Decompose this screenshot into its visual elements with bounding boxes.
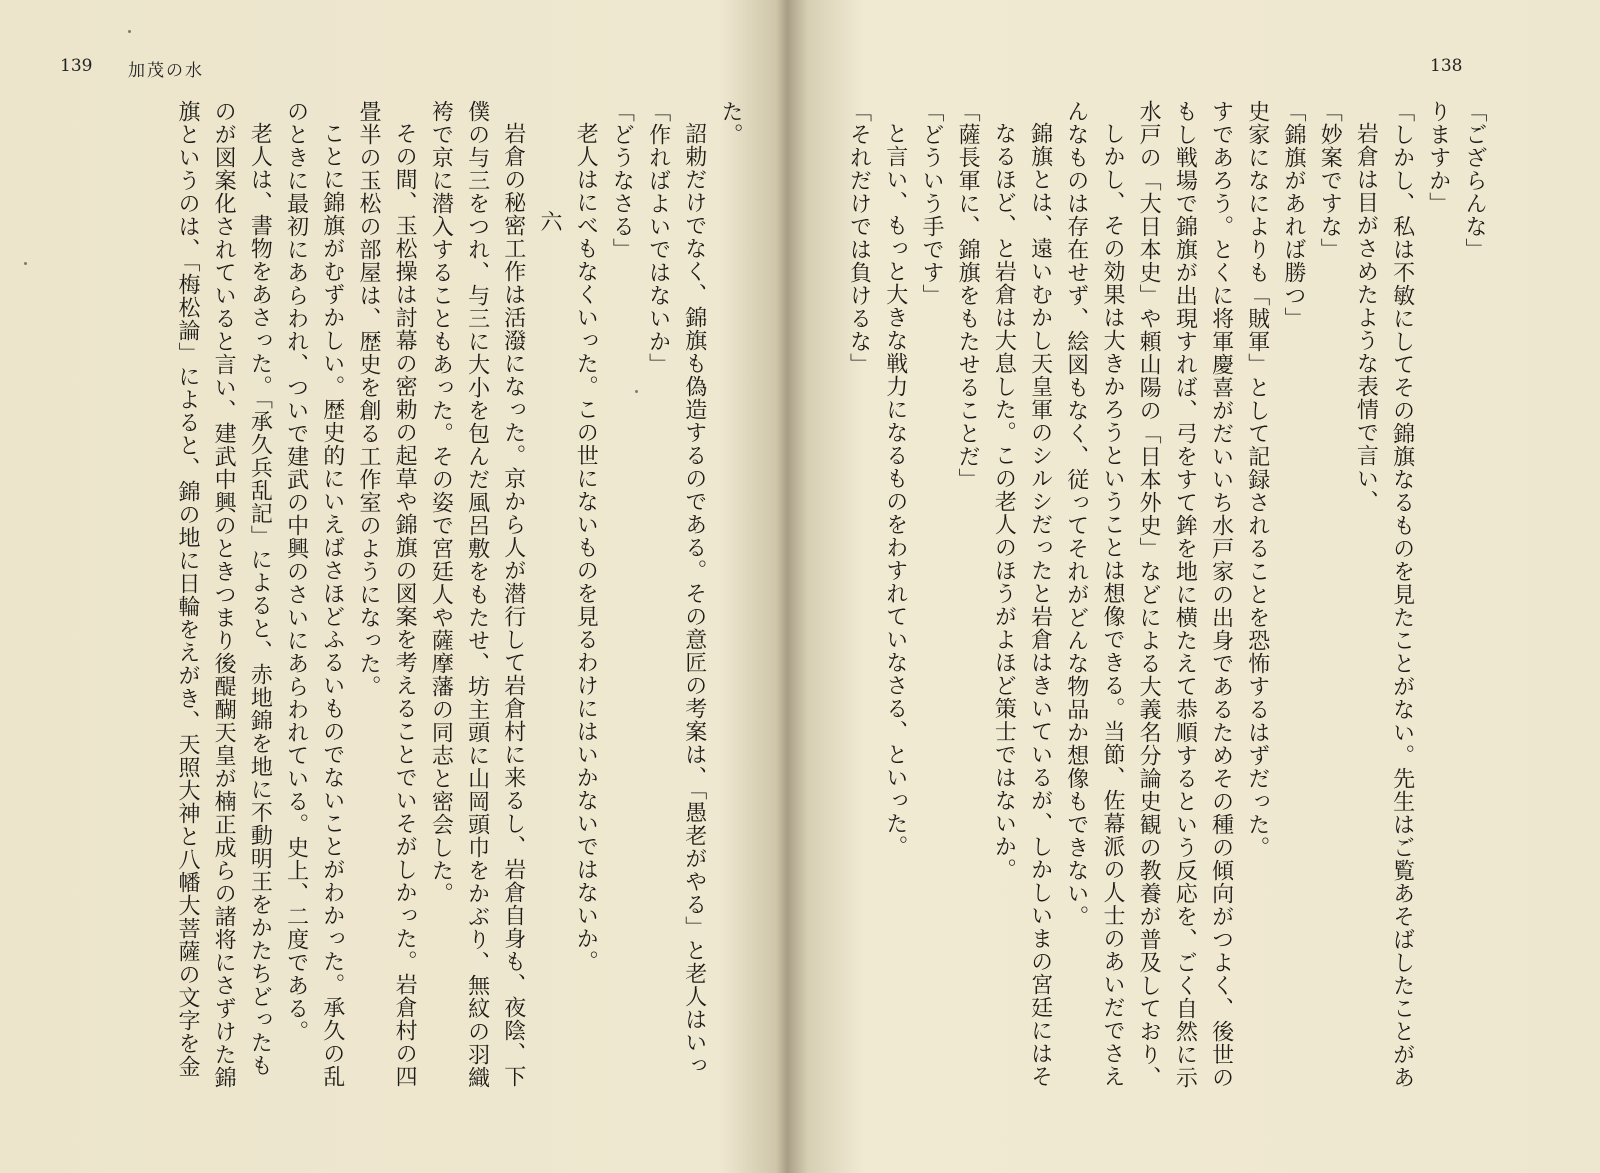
text-line: 岩倉は目がさめたような表情で言い、 — [1353, 122, 1379, 513]
text-line: 史家になによりも「賊軍」として記録されることを恐怖するはずだった。 — [1244, 100, 1270, 859]
text-line: 「ござらんな」 — [1462, 100, 1487, 261]
text-line: 老人は、書物をあさった。「承久兵乱記」によると、赤地錦を地に不動明王をかたちどったも — [247, 122, 273, 1077]
text-line: と言い、もっと大きな戦力になるものをわすれていなさる、といった。 — [882, 122, 908, 858]
text-line: んなものは存在せず、絵図もなく、従ってそれがどんな物品か想像もできない。 — [1063, 100, 1089, 928]
text-line: 「妙案ですな」 — [1317, 100, 1343, 261]
right-page — [780, 0, 1600, 1173]
text-line: 「作ればよいではないか」 — [645, 100, 671, 376]
text-line: 旗というのは、「梅松論」によると、錦の地に日輪をえがき、天照大神と八幡大菩薩の文字を金 — [174, 100, 200, 1078]
page-number: 138 — [1430, 56, 1463, 76]
text-line: 詔勅だけでなく、錦旗も偽造するのである。その意匠の考案は、「愚老がやる」と老人はいっ — [681, 122, 707, 1077]
text-line: りますか」 — [1425, 100, 1451, 215]
text-line: 水戸の「大日本史」や頼山陽の「日本外史」などによる大義名分論史観の教養が普及しており、 — [1136, 100, 1162, 1089]
text-line: 「どうなさる」 — [609, 100, 635, 261]
running-title: 加茂の水 — [128, 61, 204, 81]
text-line: すであろう。とくに将軍慶喜がだいいち水戸家の出身であるためその種の傾向がつよく、後世の — [1208, 100, 1234, 1089]
text-line: ことに錦旗がむずかしい。歴史的にいえばさほどふるいものでないことがわかった。承久の乱 — [319, 122, 345, 1088]
body-text — [792, 100, 1492, 1120]
text-line: 岩倉の秘密工作は活潑になった。京から人が潜行して岩倉村に来るし、岩倉自身も、夜陰、下 — [500, 122, 526, 1088]
text-line: 畳半の玉松の部屋は、歴史を創る工作室のようになった。 — [355, 100, 381, 698]
text-line: のが図案化されていると言い、建武中興のときつまり後醍醐天皇が楠正成らの諸将にさずけた錦 — [211, 100, 237, 1089]
text-line: 「それだけでは負けるな」 — [846, 100, 872, 376]
left-page — [0, 0, 780, 1173]
text-line: のときに最初にあらわれ、ついで建武の中興のさいにあらわれている。史上、二度である。 — [283, 100, 309, 1043]
section-heading: 六 — [536, 210, 562, 232]
text-line: 「錦旗があれば勝つ」 — [1280, 100, 1306, 330]
text-line: 僕の与三をつれ、与三に大小を包んだ風呂敷をもたせ、坊主頭に山岡頭巾をかぶり、無紋の羽織 — [464, 100, 490, 1089]
text-line: もし戦場で錦旗が出現すれば、弓をすて鉾を地に横たえて恭順するという反応を、ごく自然に示 — [1172, 100, 1198, 1089]
text-line: 錦旗とは、遠いむかし天皇軍のシルシだったと岩倉はきいているが、しかしいまの宮廷にはそ — [1027, 122, 1053, 1088]
text-line: なるほど、と岩倉は大息した。この老人のほうがよほど策士ではないか。 — [991, 122, 1017, 881]
text-line: 「薩長軍に、錦旗をもたせることだ」 — [955, 100, 981, 491]
text-line: しかし、その効果は大きかろうということは想像できる。当節、佐幕派の人士のあいだでさえ — [1099, 122, 1125, 1088]
text-line: 「どういう手です」 — [918, 100, 944, 307]
text-line: た。 — [718, 100, 743, 146]
text-line: 袴で京に潜入することもあった。その姿で宮廷人や薩摩藩の同志と密会した。 — [428, 100, 454, 905]
text-line: 老人はにべもなくいった。この世にないものを見るわけにはいかないではないか。 — [573, 122, 599, 973]
text-line: その間、玉松操は討幕の密勅の起草や錦旗の図案を考えることでいそがしかった。岩倉村の四 — [392, 122, 418, 1088]
page-number: 139 — [60, 56, 93, 76]
body-text — [48, 100, 748, 1120]
text-line: 「しかし、私は不敏にしてその錦旗なるものを見たことがない。先生はご覧あそばしたことがあ — [1389, 100, 1415, 1089]
